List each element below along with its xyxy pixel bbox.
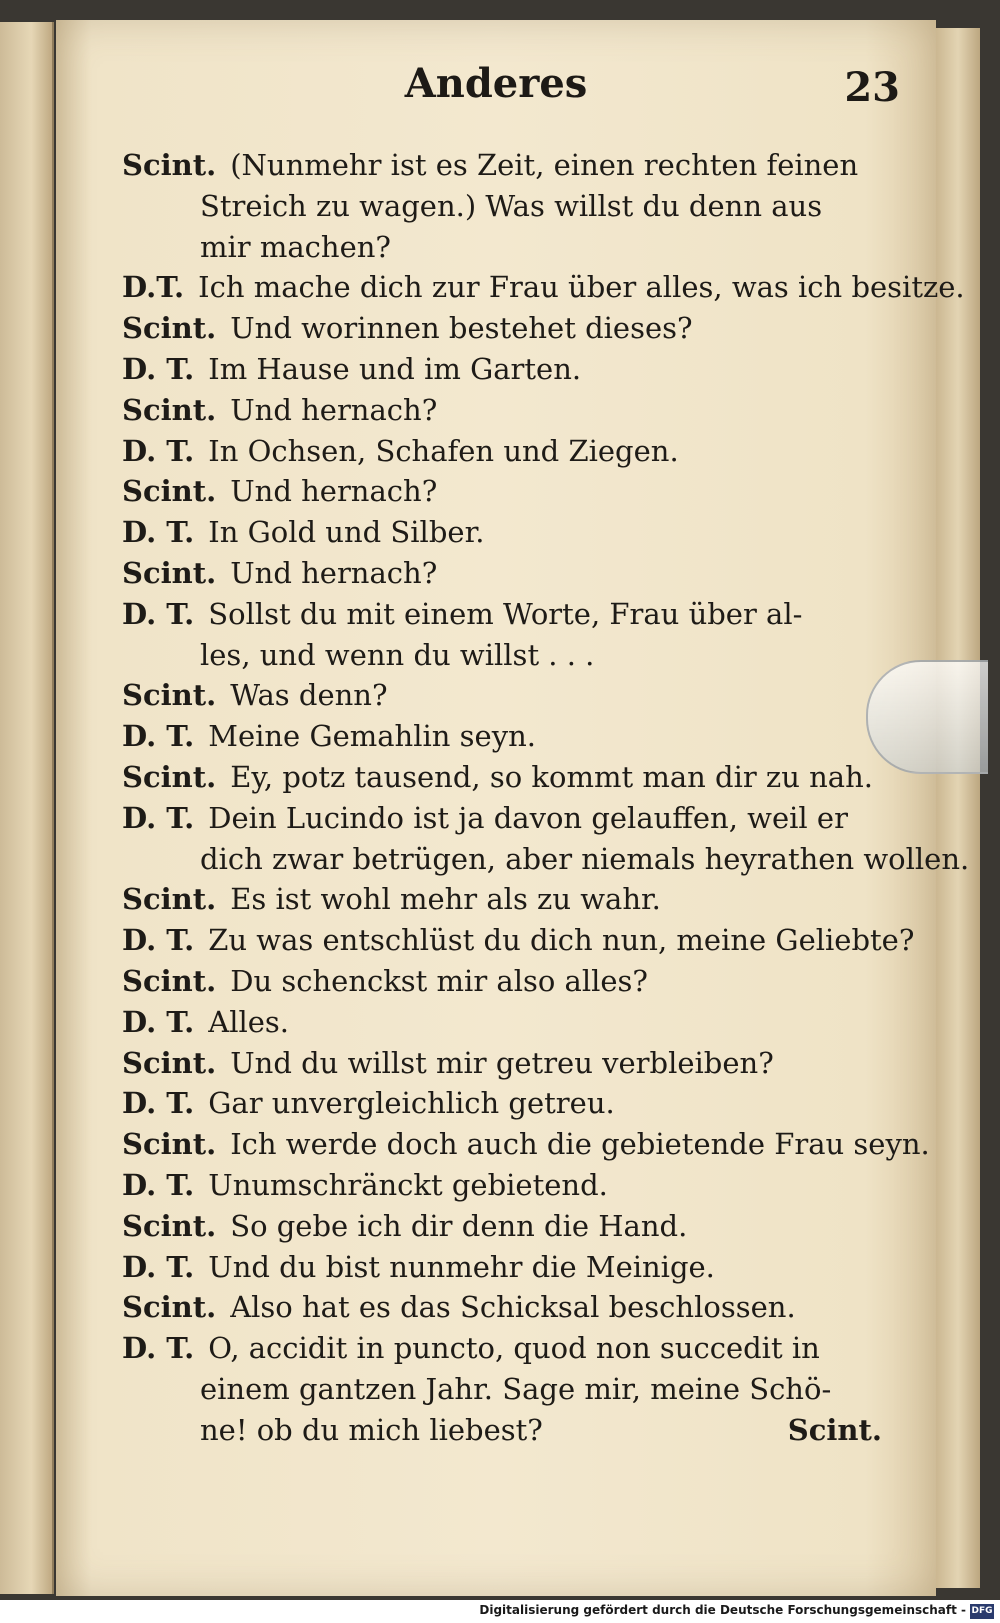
dialogue-entry bbox=[122, 308, 882, 349]
dialogue-line: dich zwar betrügen, aber niemals heyrathen wollen. bbox=[200, 841, 970, 876]
dialogue-line: (Nunmehr ist es Zeit, einen rechten feinen bbox=[230, 148, 859, 182]
dialogue-line: Und hernach? bbox=[230, 392, 438, 427]
footer-credit: Digitalisierung gefördert durch die Deutsche Forschungsgemeinschaft - bbox=[479, 1603, 966, 1617]
speaker-label: Scint. bbox=[122, 392, 217, 427]
dialogue-entry bbox=[122, 471, 882, 512]
speaker-label: D. T. bbox=[122, 800, 195, 835]
speaker-label: Scint. bbox=[122, 148, 217, 182]
speaker-label: D. T. bbox=[122, 596, 195, 631]
dialogue-line: Streich zu wagen.) Was willst du denn aus bbox=[200, 188, 823, 223]
speaker-label: Scint. bbox=[122, 1208, 217, 1243]
speaker-label: D.T. bbox=[122, 270, 185, 305]
speaker-label: Scint. bbox=[122, 1290, 217, 1325]
speaker-label: Scint. bbox=[122, 759, 217, 794]
dialogue-line: Und du willst mir getreu verbleiben? bbox=[230, 1045, 774, 1080]
dialogue-line: Und du bist nunmehr die Meinige. bbox=[208, 1249, 715, 1284]
catchword: Scint. bbox=[787, 1412, 882, 1447]
dialogue-entry bbox=[122, 1287, 882, 1328]
dialogue-entry bbox=[122, 757, 882, 798]
page-number: 23 bbox=[844, 64, 900, 111]
dialogue-line: O, accidit in puncto, quod non succedit in bbox=[208, 1331, 820, 1366]
speaker-label: D. T. bbox=[122, 351, 195, 386]
dialogue-entry bbox=[122, 1328, 882, 1450]
dialogue-entry bbox=[122, 1083, 882, 1124]
dialogue-entry bbox=[122, 594, 882, 676]
dialogue-line: les, und wenn du willst . . . bbox=[200, 637, 595, 672]
dialogue-entry bbox=[122, 512, 882, 553]
dialogue-line: In Gold und Silber. bbox=[208, 515, 485, 550]
footer-bar bbox=[0, 1600, 1000, 1623]
speaker-label: D. T. bbox=[122, 433, 195, 468]
page-header bbox=[56, 60, 936, 120]
dfg-logo-icon: DFG bbox=[970, 1604, 994, 1619]
dialogue-line: Ich werde doch auch die gebietende Frau seyn. bbox=[230, 1127, 930, 1162]
dialogue-entry bbox=[122, 675, 882, 716]
left-page-edge bbox=[0, 22, 54, 1594]
speaker-label: Scint. bbox=[122, 678, 217, 713]
speaker-label: Scint. bbox=[122, 311, 217, 346]
dialogue-line: Alles. bbox=[208, 1004, 290, 1039]
dialogue-line: Und hernach? bbox=[230, 474, 438, 509]
running-head: Anderes bbox=[404, 60, 588, 107]
dialogue-line: Ey, potz tausend, so kommt man dir zu nah. bbox=[230, 759, 873, 794]
dialogue-line: Dein Lucindo ist ja davon gelauffen, weil er bbox=[208, 800, 848, 835]
speaker-label: Scint. bbox=[122, 555, 217, 590]
dialogue-line: Du schenckst mir also alles? bbox=[230, 963, 648, 998]
dialogue-line: ne! ob du mich liebest? bbox=[200, 1412, 543, 1447]
dialogue-line: Meine Gemahlin seyn. bbox=[208, 719, 537, 754]
speaker-label: D. T. bbox=[122, 515, 195, 550]
dialogue-entry bbox=[122, 1002, 882, 1043]
dialogue-entry bbox=[122, 431, 882, 472]
dialogue-line: Sollst du mit einem Worte, Frau über al- bbox=[208, 596, 803, 631]
dialogue-line: mir machen? bbox=[200, 229, 391, 264]
speaker-label: D. T. bbox=[122, 1167, 195, 1202]
dialogue-entry bbox=[122, 961, 882, 1002]
speaker-label: Scint. bbox=[122, 963, 217, 998]
speaker-label: D. T. bbox=[122, 1086, 195, 1121]
dialogue-line: In Ochsen, Schafen und Ziegen. bbox=[208, 433, 679, 468]
speaker-label: D. T. bbox=[122, 923, 195, 958]
dialogue-text bbox=[122, 145, 970, 1451]
dialogue-entry bbox=[122, 1247, 882, 1288]
dialogue-entry bbox=[122, 145, 882, 267]
speaker-label: Scint. bbox=[122, 1045, 217, 1080]
dialogue-line: So gebe ich dir denn die Hand. bbox=[230, 1208, 688, 1243]
dialogue-entry bbox=[122, 349, 882, 390]
speaker-label: D. T. bbox=[122, 719, 195, 754]
dialogue-line: Zu was entschlüst du dich nun, meine Geliebte? bbox=[208, 923, 915, 958]
speaker-label: D. T. bbox=[122, 1249, 195, 1284]
dialogue-entry bbox=[122, 879, 882, 920]
speaker-label: Scint. bbox=[122, 474, 217, 509]
dialogue-entry bbox=[122, 1206, 882, 1247]
dialogue-entry bbox=[122, 716, 882, 757]
dialogue-entry bbox=[122, 390, 882, 431]
speaker-label: Scint. bbox=[122, 1127, 217, 1162]
dialogue-entry bbox=[122, 267, 965, 308]
speaker-label: D. T. bbox=[122, 1331, 195, 1366]
dialogue-entry bbox=[122, 920, 915, 961]
dialogue-line: einem gantzen Jahr. Sage mir, meine Schö- bbox=[200, 1371, 832, 1406]
page-clip bbox=[866, 660, 988, 774]
dialogue-line: Was denn? bbox=[230, 678, 388, 713]
dialogue-entry bbox=[122, 1165, 882, 1206]
dialogue-line: Unumschränckt gebietend. bbox=[208, 1167, 608, 1202]
dialogue-line: Also hat es das Schicksal beschlossen. bbox=[230, 1290, 796, 1325]
dialogue-line: Ich mache dich zur Frau über alles, was ich besitze. bbox=[198, 270, 965, 305]
dialogue-line: Im Hause und im Garten. bbox=[208, 351, 582, 386]
dialogue-line: Und worinnen bestehet dieses? bbox=[230, 311, 693, 346]
dialogue-line: Und hernach? bbox=[230, 555, 438, 590]
dialogue-entry bbox=[122, 1124, 930, 1165]
dialogue-line: Es ist wohl mehr als zu wahr. bbox=[230, 882, 661, 917]
dialogue-entry bbox=[122, 798, 970, 880]
dialogue-entry bbox=[122, 553, 882, 594]
right-page-edge bbox=[936, 28, 980, 1588]
dialogue-entry bbox=[122, 1043, 882, 1084]
speaker-label: Scint. bbox=[122, 882, 217, 917]
dialogue-line: Gar unvergleichlich getreu. bbox=[208, 1086, 615, 1121]
speaker-label: D. T. bbox=[122, 1004, 195, 1039]
